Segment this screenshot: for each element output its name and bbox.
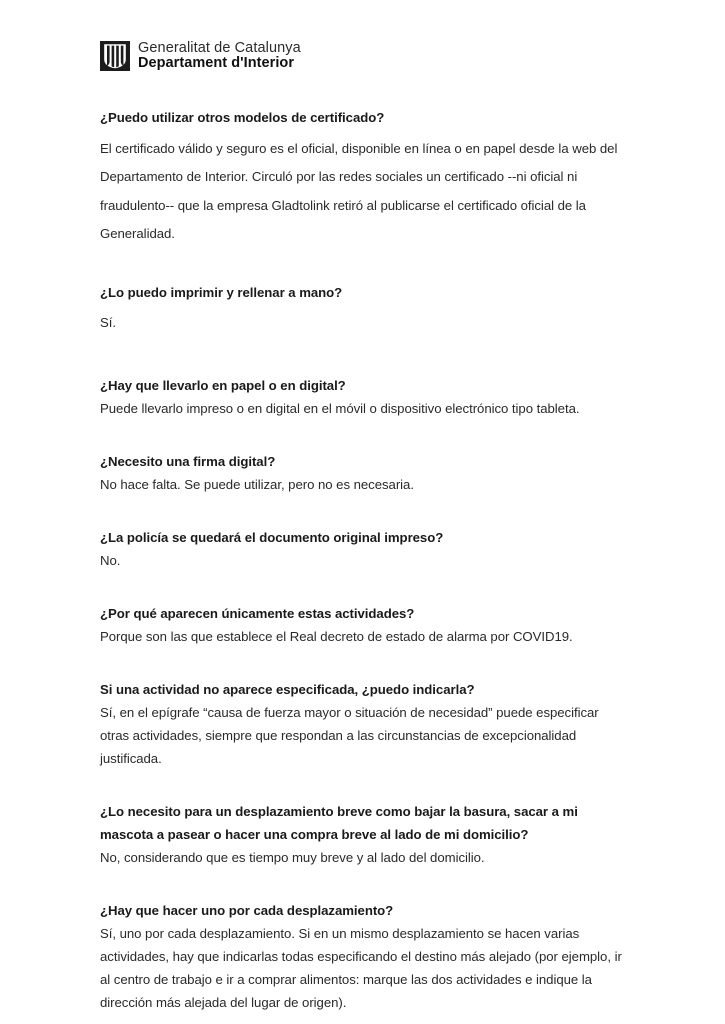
faq-item [100,374,622,420]
faq-question: ¿Hay que llevarlo en papel o en digital? [100,377,346,393]
organization-masthead [100,41,301,72]
organization-wordmark [138,41,301,72]
faq-answer: Sí, uno por cada desplazamiento. Si en un mismo desplazamiento se hacen varias actividades, hay que indicarlas todas especificando el destino más alejado (por ejemplo, ir al centro de trabajo e ir a comprar alimentos: marque las dos actividades e indique la dirección más alejada del lugar de origen). [100,925,622,1010]
faq-item [100,899,622,1014]
section-spacer [100,496,622,526]
faq-item [100,602,622,648]
faq-item [100,104,622,249]
faq-content [100,104,622,1014]
faq-item [100,279,622,338]
section-spacer [100,249,622,279]
section-spacer [100,572,622,602]
faq-answer: No. [100,552,121,568]
faq-answer: El certificado válido y seguro es el oficial, disponible en línea o en papel desde la web del Departamento de Interior. Circuló por las redes sociales un certificado --ni oficial ni fraudulento-- que la empresa Gladtolink retiró al publicarse el certificado oficial de la Generalidad. [100,140,618,241]
faq-question: Si una actividad no aparece especificada, ¿puedo indicarla? [100,681,475,697]
faq-answer: No, considerando que es tiempo muy breve y al lado del domicilio. [100,849,485,865]
faq-answer: Porque son las que establece el Real decreto de estado de alarma por COVID19. [100,628,573,644]
faq-answer: Sí, en el epígrafe “causa de fuerza mayor o situación de necesidad” puede especificar otras actividades, siempre que respondan a las circunstancias de excepcionalidad justificada. [100,704,599,766]
faq-answer: Puede llevarlo impreso o en digital en el móvil o dispositivo electrónico tipo tableta. [100,400,580,416]
org-name-line1: Generalitat de Catalunya [138,40,301,56]
faq-item [100,450,622,496]
faq-answer: Sí. [100,315,116,330]
faq-question: ¿Lo puedo imprimir y rellenar a mano? [100,284,343,300]
section-spacer [100,420,622,450]
org-name-line2: Departament d'Interior [138,55,295,72]
faq-answer: No hace falta. Se puede utilizar, pero no es necesaria. [100,476,414,492]
section-spacer [100,648,622,678]
faq-question: ¿Necesito una firma digital? [100,453,276,469]
faq-item [100,800,622,869]
section-spacer [100,338,622,374]
faq-question: ¿Por qué aparecen únicamente estas actividades? [100,605,415,621]
faq-question: ¿Lo necesito para un desplazamiento breve como bajar la basura, sacar a mi mascota a pasear o hacer una compra breve al lado de mi domicilio? [100,803,578,842]
faq-item [100,678,622,770]
section-spacer [100,770,622,800]
faq-question: ¿Hay que hacer uno por cada desplazamiento? [100,902,394,918]
faq-question: ¿La policía se quedará el documento original impreso? [100,529,444,545]
faq-question: ¿Puedo utilizar otros modelos de certificado? [100,110,385,125]
section-spacer [100,869,622,899]
catalan-shield-emblem-icon [100,41,130,71]
faq-item [100,526,622,572]
